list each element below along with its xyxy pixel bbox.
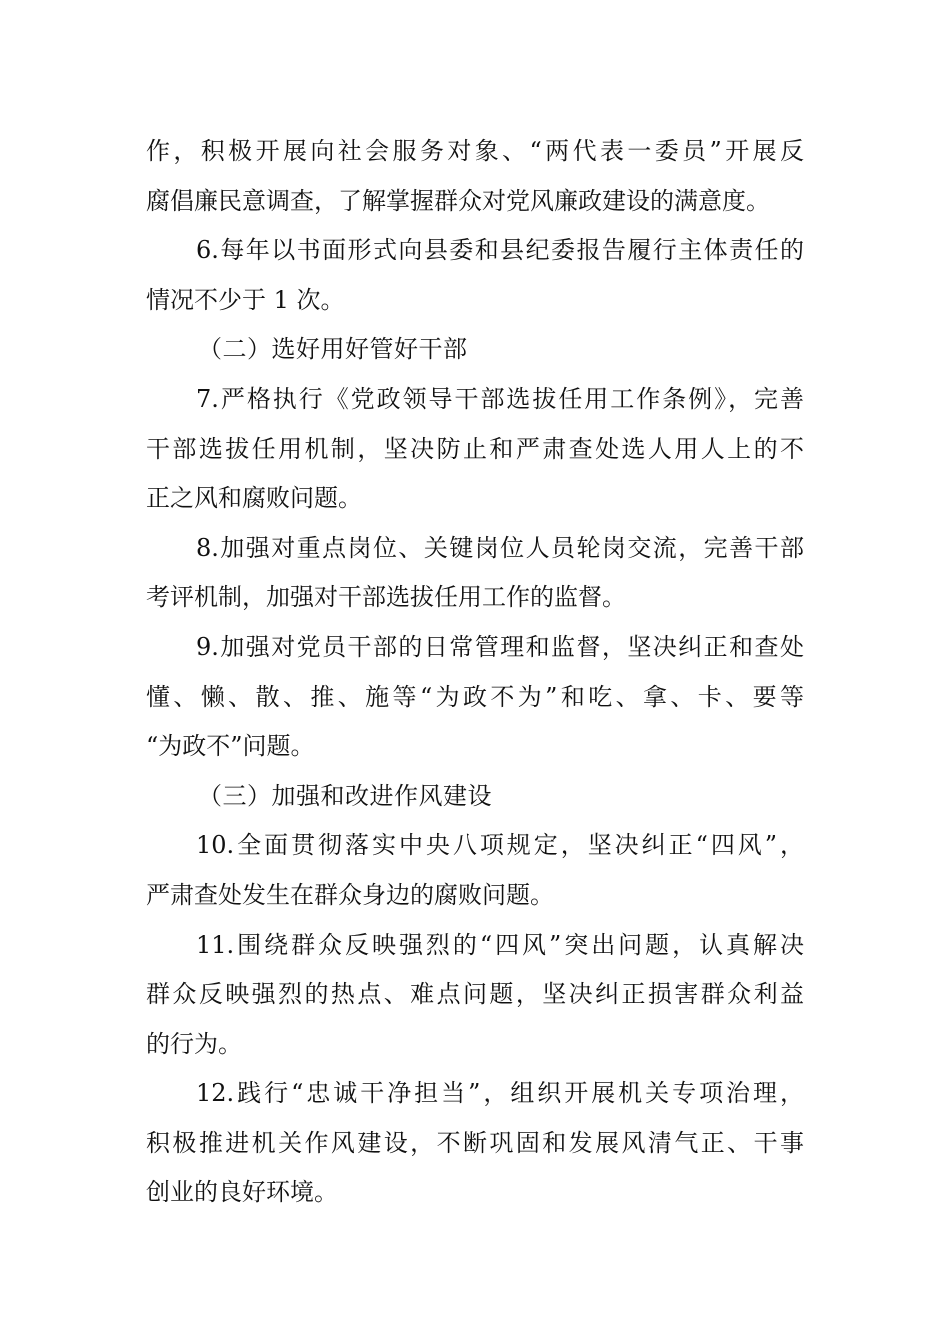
- paragraph-line: “为政不”问题。: [146, 732, 315, 761]
- paragraph-line: 干部选拔任用机制，坚决防止和严肃查处选人用人上的不: [146, 434, 804, 463]
- paragraph-line: 12.践行“忠诚干净担当”，组织开展机关专项治理，: [196, 1079, 804, 1108]
- paragraph-line: 情况不少于 1 次。: [146, 285, 345, 314]
- paragraph-line: 懂、懒、散、推、施等“为政不为”和吃、拿、卡、要等: [146, 682, 804, 711]
- paragraph-line: 11.围绕群众反映强烈的“四风”突出问题，认真解决: [196, 930, 804, 959]
- paragraph-line: 正之风和腐败问题。: [146, 484, 362, 513]
- section-heading: （三）加强和改进作风建设: [198, 781, 492, 810]
- paragraph-line: 8.加强对重点岗位、关键岗位人员轮岗交流，完善干部: [196, 533, 804, 562]
- paragraph-line: 10.全面贯彻落实中央八项规定，坚决纠正“四风”，: [196, 831, 804, 860]
- paragraph-line: 6.每年以书面形式向县委和县纪委报告履行主体责任的: [196, 236, 804, 265]
- paragraph-line: 群众反映强烈的热点、难点问题，坚决纠正损害群众利益: [146, 980, 804, 1009]
- paragraph-line: 严肃查处发生在群众身边的腐败问题。: [146, 880, 554, 909]
- paragraph-line: 作，积极开展向社会服务对象、“两代表一委员”开展反: [146, 137, 804, 165]
- paragraph-line: 考评机制，加强对干部选拔任用工作的监督。: [146, 583, 626, 612]
- paragraph-line: 7.严格执行《党政领导干部选拔任用工作条例》，完善: [196, 384, 804, 413]
- paragraph-line: 9.加强对党员干部的日常管理和监督，坚决纠正和查处: [196, 632, 804, 661]
- paragraph-line: 腐倡廉民意调查，了解掌握群众对党风廉政建设的满意度。: [146, 186, 770, 215]
- paragraph-line: 创业的良好环境。: [146, 1178, 338, 1207]
- paragraph-line: 积极推进机关作风建设，不断巩固和发展风清气正、干事: [146, 1128, 804, 1157]
- section-heading: （二）选好用好管好干部: [198, 335, 468, 364]
- paragraph-line: 的行为。: [146, 1029, 242, 1058]
